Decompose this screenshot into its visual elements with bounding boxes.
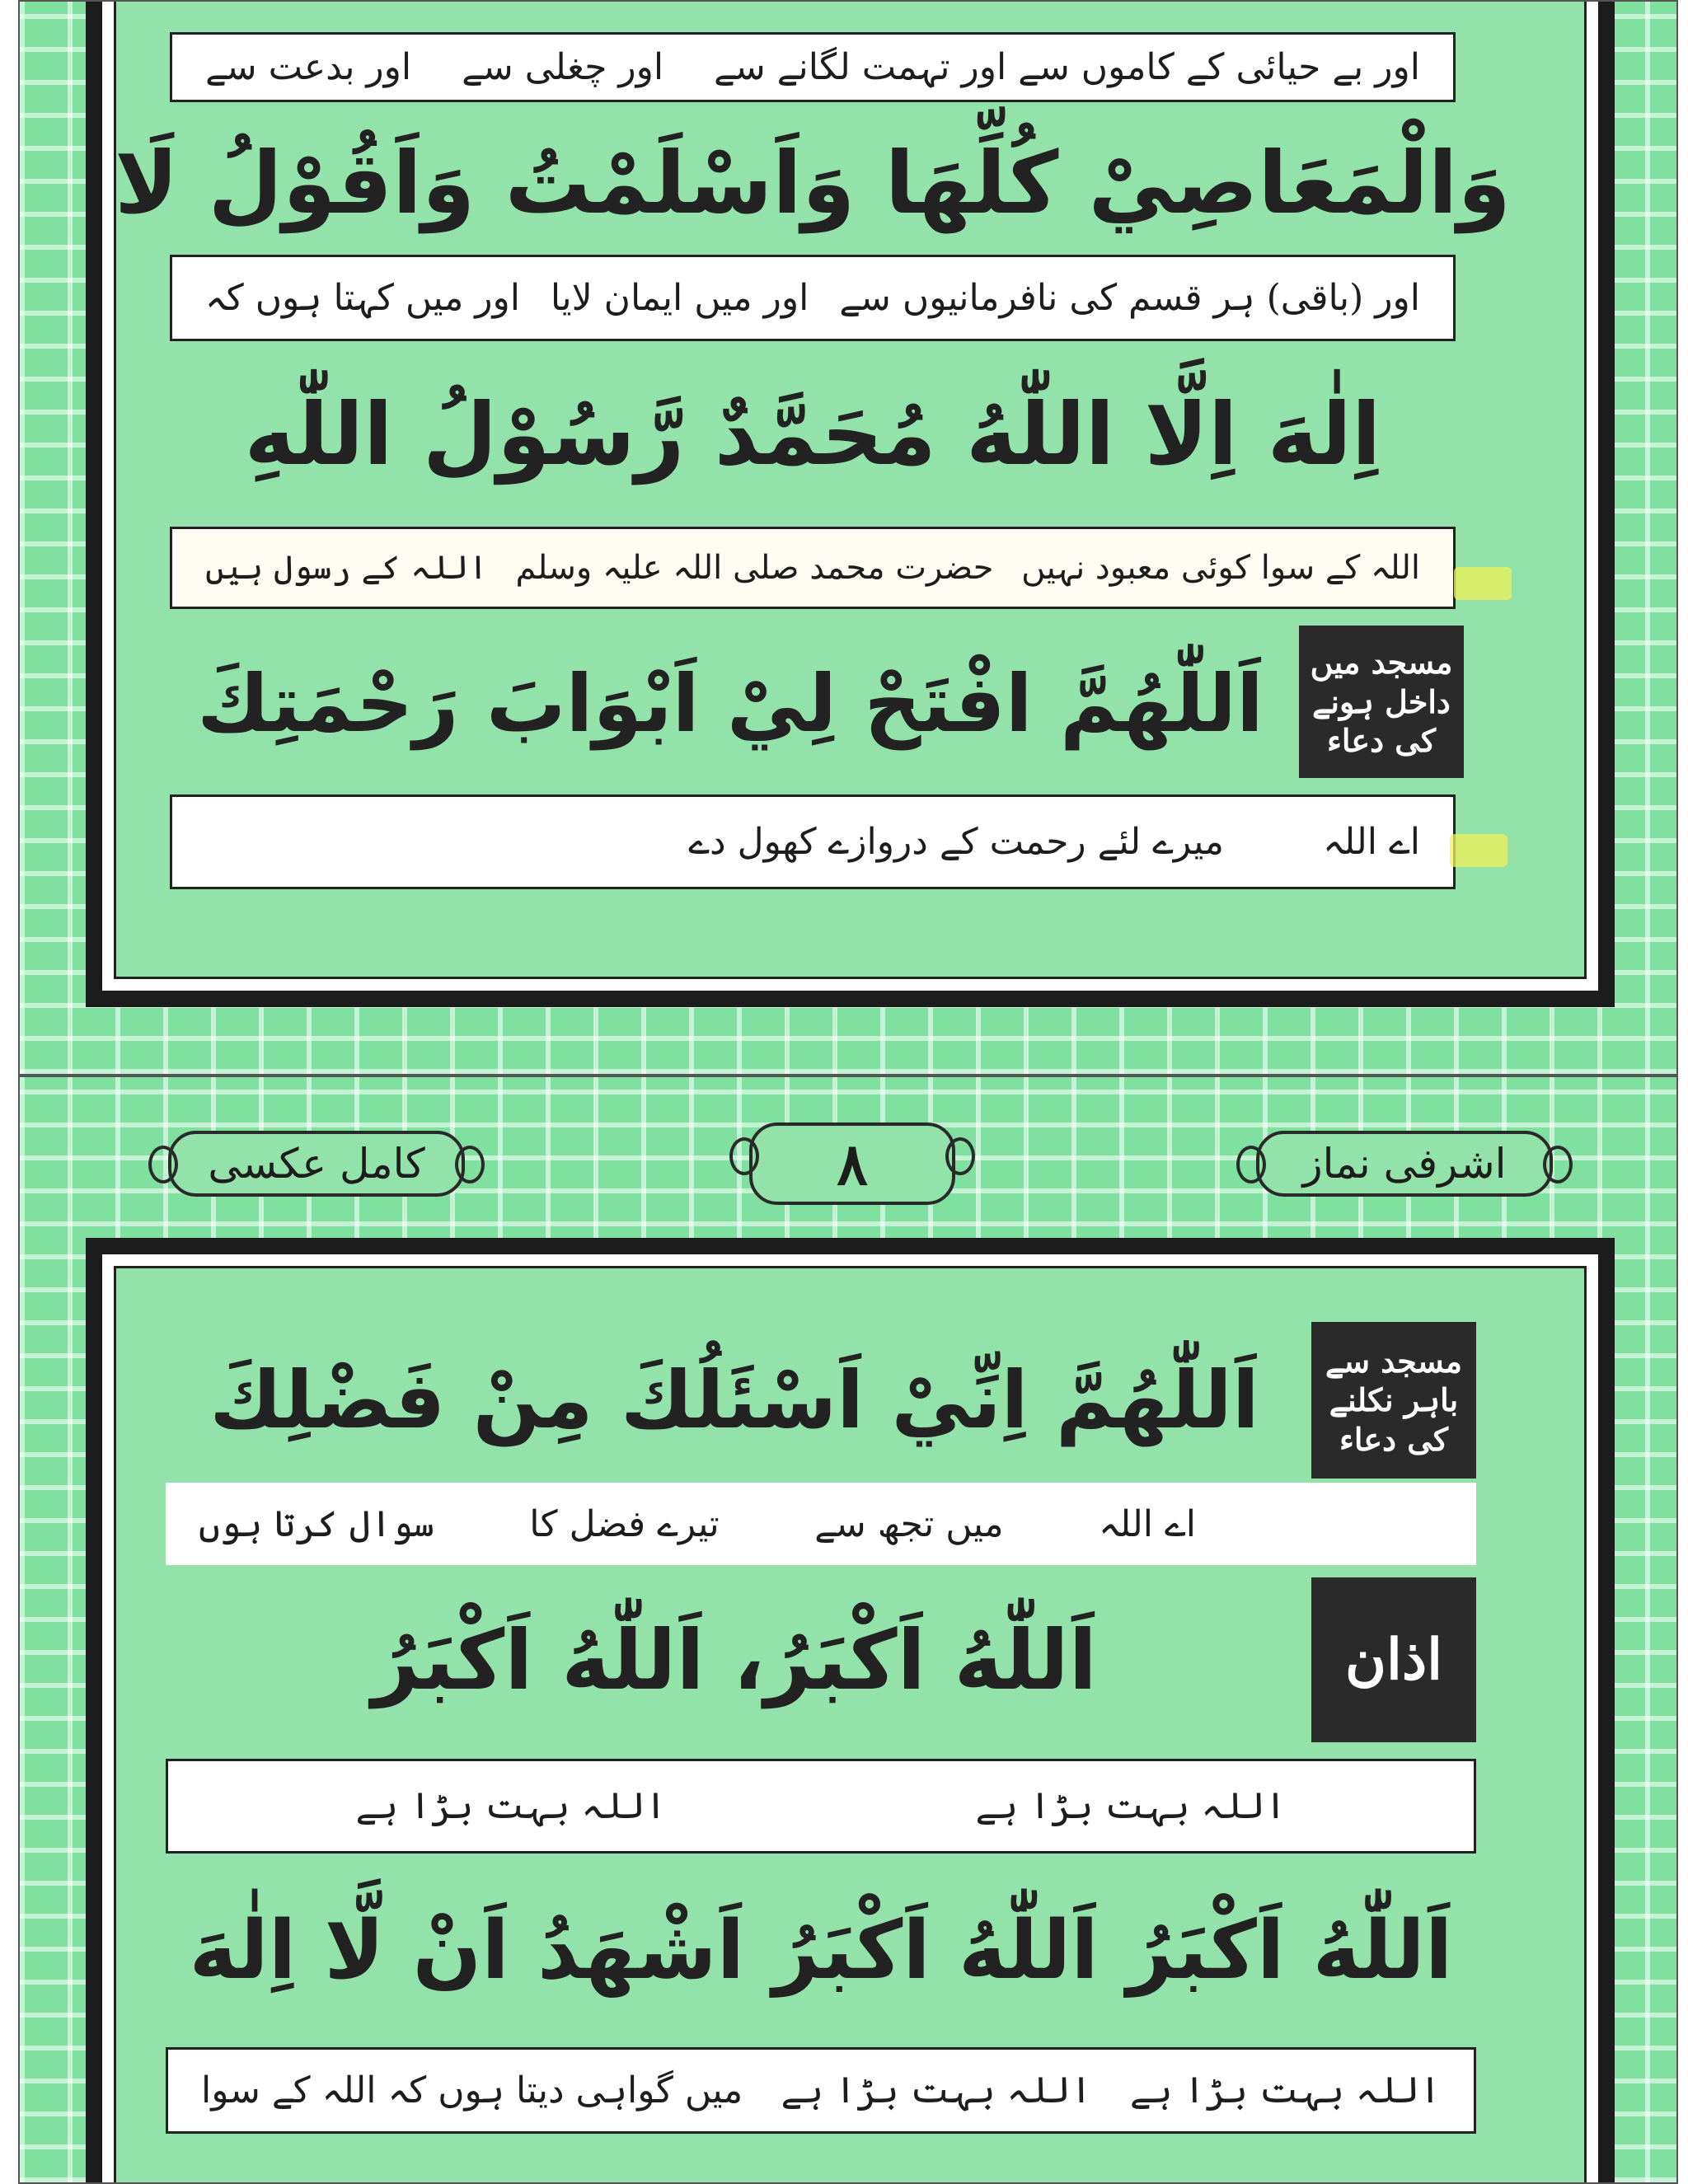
translation-segment: اور میں ایمان لایا (550, 277, 809, 319)
translation-segment: اور (باقی) ہر قسم کی نافرمانیوں سے (839, 277, 1420, 319)
translation-row-6 (166, 2047, 1476, 2134)
arabic-verse-row-2: وَالْمَعَاصِيْ كُلِّهَا وَاَسْلَمْتُ وَاَقُوْلُ لَا (114, 132, 1512, 233)
book-title-plate (1256, 1131, 1553, 1197)
translation-row-4 (166, 1759, 1476, 1854)
translation-segment: میرے لئے رحمت کے دروازے کھول دے (688, 821, 1225, 863)
translation-segment: اور بے حیائی کے کاموں سے اور تہمت لگانے سے (714, 46, 1420, 88)
page-number-plate (749, 1122, 955, 1205)
translation-segment: میں گواہی دیتا ہوں کہ اللہ کے سوا (201, 2069, 743, 2111)
content-panel (114, 1266, 1587, 2184)
translation-row-3 (170, 255, 1456, 341)
translation-row-2 (166, 1483, 1476, 1565)
page-border-inner (102, 0, 1598, 991)
translation-segment: اللہ بہت بڑا ہے (975, 1785, 1287, 1827)
translation-segment: اور میں کہتا ہوں کہ (205, 277, 520, 319)
mosque-entry-dua-label: مسجد میں داخل ہونے کی دعاء (1299, 626, 1464, 778)
translation-segment: اللہ کے سوا کوئی معبود نہیں (1021, 549, 1420, 587)
arabic-adhan-row-5: اَللّٰهُ اَكْبَرُ اَللّٰهُ اَكْبَرُ اَشْهَدُ اَنْ لَّا اِلٰهَ (189, 1903, 1453, 1998)
page-number: ٨ (837, 1129, 868, 1198)
page-border (86, 1238, 1615, 2184)
translation-segment: اللہ بہت بڑا ہے (355, 1785, 667, 1827)
arabic-dua-row-6: اَللّٰهُمَّ افْتَحْ لِيْ اَبْوَابَ رَحْمَتِكَ (197, 658, 1264, 750)
book-title: اشرفی نماز (1302, 1140, 1507, 1188)
translation-segment: حضرت محمد صلی اللہ علیہ وسلم (515, 549, 994, 587)
translation-segment: اللہ بہت بڑا ہے (781, 2069, 1092, 2111)
translation-segment: میں تجھ سے (814, 1502, 1004, 1545)
page-border (86, 0, 1615, 1007)
translation-segment: اللہ کے رسول ہیں (205, 549, 488, 587)
content-panel (114, 0, 1587, 979)
translation-segment: سوال کرتا ہوں (199, 1502, 434, 1545)
mosque-exit-dua-label: مسجد سے باہر نکلنے کی دعاء (1311, 1322, 1476, 1479)
adhan-label: اذان (1311, 1577, 1476, 1742)
translation-segment: تیرے فضل کا (529, 1502, 720, 1545)
scan-page-2 (18, 1076, 1678, 2184)
translation-segment: اے اللہ (1323, 821, 1420, 863)
arabic-dua-row-1: اَللّٰهُمَّ اِنِّيْ اَسْئَلُكَ مِنْ فَضْلِكَ (209, 1354, 1259, 1446)
translation-row-1 (170, 32, 1456, 102)
highlighter-mark (1454, 567, 1512, 600)
scan-page-1 (18, 0, 1678, 1076)
translation-segment: اور چغلی سے (462, 46, 664, 88)
arabic-verse-row-4: اِلٰهَ اِلَّا اللّٰهُ مُحَمَّدٌ رَّسُوْلُ اللّٰهِ (244, 383, 1381, 485)
translation-segment: اور بدعت سے (205, 46, 412, 88)
page-border-inner (102, 1254, 1598, 2184)
translation-row-5 (170, 527, 1456, 609)
publisher-plate (168, 1131, 465, 1197)
arabic-adhan-row-3: اَللّٰهُ اَكْبَرُ، اَللّٰهُ اَكْبَرُ (372, 1611, 1097, 1708)
translation-segment: اللہ بہت بڑا ہے (1129, 2069, 1441, 2111)
highlighter-mark (1450, 834, 1507, 867)
translation-segment: اے اللہ (1099, 1502, 1196, 1545)
publisher-name: کامل عکسی (208, 1140, 425, 1188)
translation-row-7 (170, 794, 1456, 889)
